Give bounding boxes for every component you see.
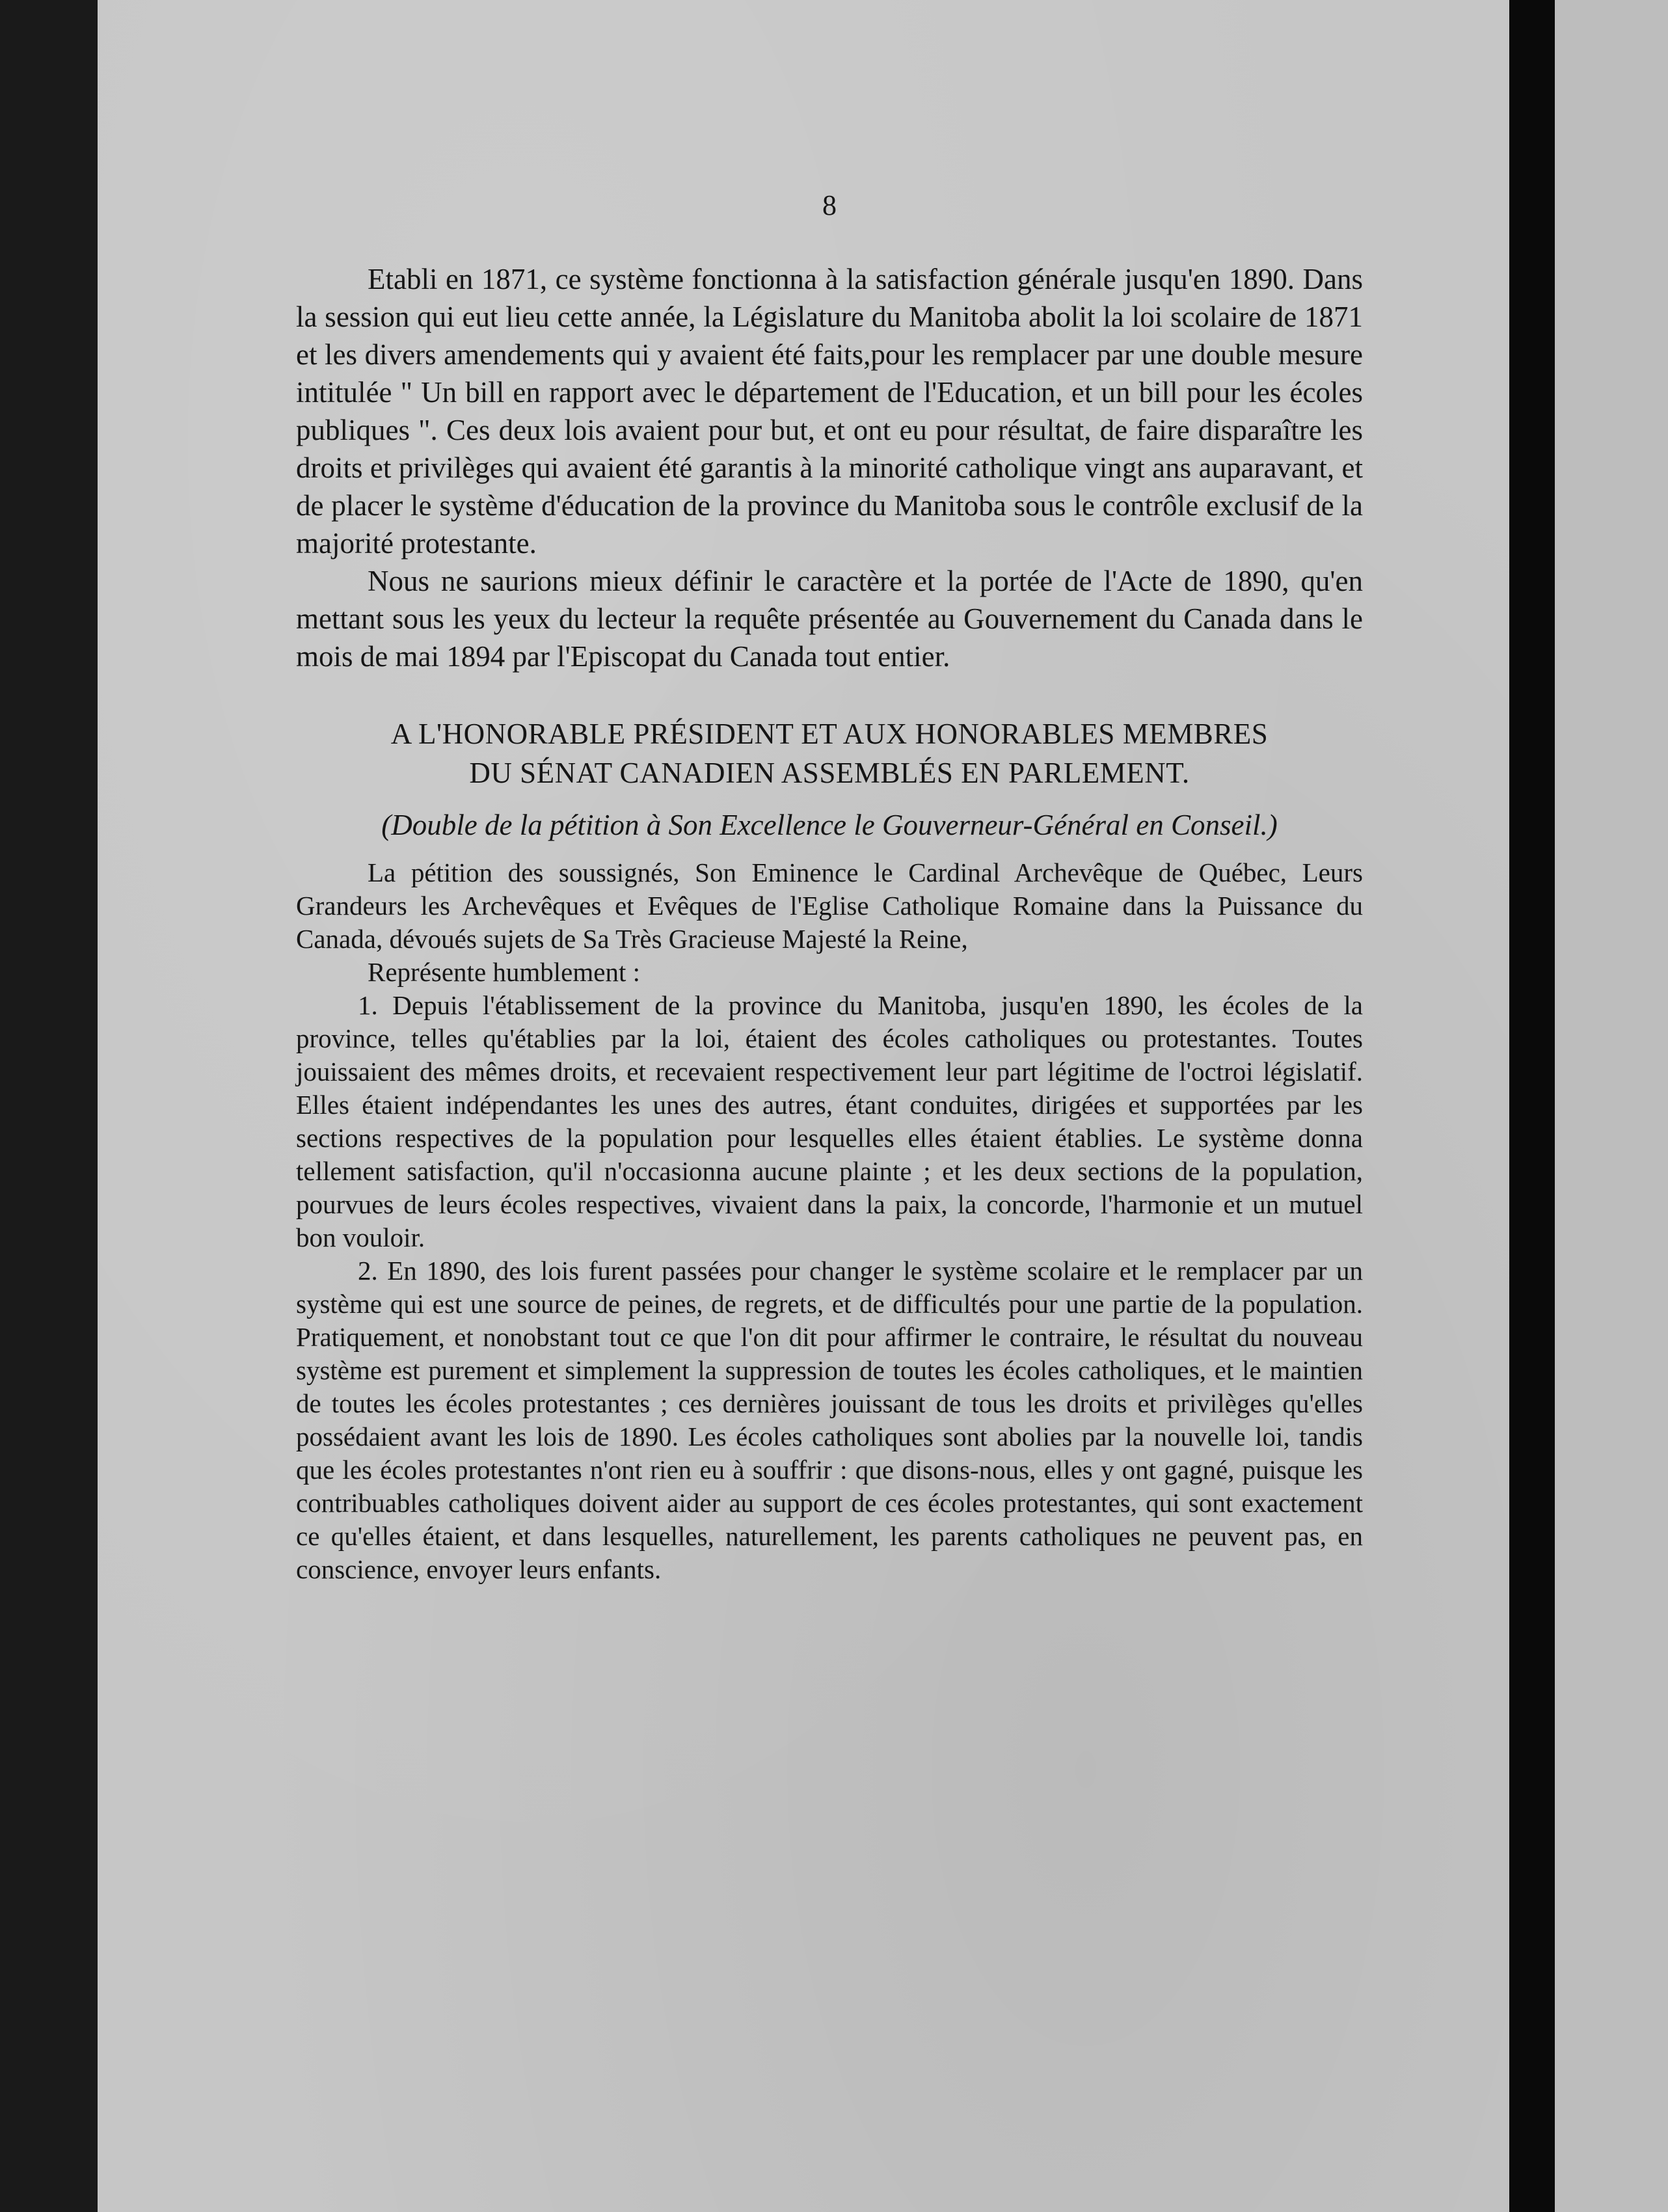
petition-heading-line-2: DU SÉNAT CANADIEN ASSEMBLÉS EN PARLEMENT. [469,757,1190,789]
petition-represente: Représente humblement : [368,957,640,987]
adjacent-page-edge [1555,0,1668,2212]
petition-item-2: 2. En 1890, des lois furent passées pour changer le système scolaire et le remplacer par un système qui est une source de peines, de regrets, et de difficultés pour une partie de la population. Pratiquement, et nonobstant tout ce que l'on dit pour affirmer le contraire, le résultat du nouveau système est purement et simplement la suppression de toutes les écoles catholiques, et le maintien de toutes les écoles protestantes ; ces dernières jouissant de tous les droits et privilèges qu'elles possédaient avant les lois de 1890. Les écoles catholiques sont abolies par la nouvelle loi, tandis que les écoles protestantes n'ont rien eu à souffrir : que disons-nous, elles y ont gagné, puisque les contribuables catholiques doivent aider au support de ces écoles protestantes, qui sont exactement ce qu'elles étaient, et dans lesquelles, naturellement, les parents catholiques ne peuvent pas, en conscience, envoyer leurs enfants. [296,1256,1363,1584]
petition-heading [296,714,1363,792]
body-paragraph-1: Etabli en 1871, ce système fonctionna à la satisfaction générale jusqu'en 1890. Dans la session qui eut lieu cette année, la Législature du Manitoba abolit la loi scolaire de 1871 et les divers amendements qui y avaient été faits,pour les remplacer par une double mesure intitulée " Un bill en rapport avec le département de l'Education, et un bill pour les écoles publiques ". Ces deux lois avaient pour but, et ont eu pour résultat, de faire disparaître les droits et privilèges qui avaient été garantis à la minorité catholique vingt ans auparavant, et de placer le système d'éducation de la province du Manitoba sous le contrôle exclusif de la majorité protestante. [296,263,1363,560]
page-number: 8 [822,189,837,221]
book-spine-shadow [1509,0,1555,2212]
page-content [296,189,1363,1586]
petition-item-1: 1. Depuis l'établissement de la province du Manitoba, jusqu'en 1890, les écoles de la province, telles qu'établies par la loi, étaient des écoles catholiques ou protestantes. Toutes jouissaient des mêmes droits, et recevaient respectivement leur part légitime de l'octroi législatif. Elles étaient indépendantes les unes des autres, étant conduites, dirigées et supportées par les sections respectives de la population pour lesquelles elles étaient établies. Le système donna tellement satisfaction, qu'il n'occasionna aucune plainte ; et les deux sections de la population, pourvues de leurs écoles respectives, vivaient dans la paix, la concorde, l'harmonie et un mutuel bon vouloir. [296,990,1363,1252]
petition-subtitle: (Double de la pétition à Son Excellence le Gouverneur-Général en Conseil.) [381,809,1278,841]
body-paragraph-2: Nous ne saurions mieux définir le caractère et la portée de l'Acte de 1890, qu'en mettant sous les yeux du lecteur la requête présentée au Gouvernement du Canada dans le mois de mai 1894 par l'Episcopat du Canada tout entier. [296,565,1363,673]
petition-intro: La pétition des soussignés, Son Eminence le Cardinal Archevêque de Québec, Leurs Grandeurs les Archevêques et Evêques de l'Eglise Catholique Romaine dans la Puissance du Canada, dévoués sujets de Sa Très Gracieuse Majesté la Reine, [296,857,1363,954]
petition-heading-line-1: A L'HONORABLE PRÉSIDENT ET AUX HONORABLES MEMBRES [390,718,1269,750]
